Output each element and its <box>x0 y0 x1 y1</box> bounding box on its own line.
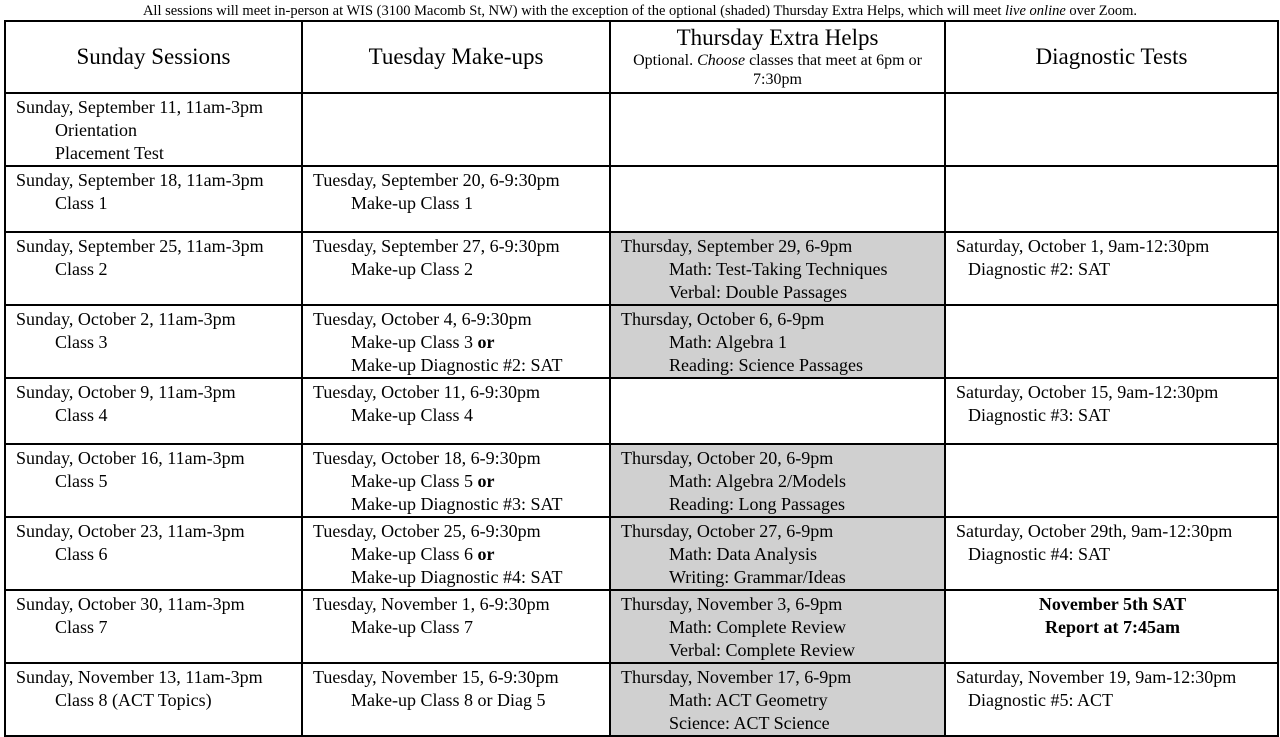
diagnostic-item <box>956 258 1269 281</box>
tuesday-item <box>313 192 601 215</box>
tuesday-date: Tuesday, September 20, 6-9:30pm <box>313 170 560 190</box>
thursday-entry <box>611 445 944 516</box>
tuesday-item <box>313 470 601 493</box>
sunday-item-text: Class 8 (ACT Topics) <box>55 690 212 710</box>
diagnostic-date: Saturday, October 29th, 9am-12:30pm <box>956 521 1233 541</box>
tuesday-item-text: Make-up Class 8 or Diag 5 <box>351 690 546 710</box>
thursday-item <box>621 639 936 662</box>
thursday-item <box>621 712 936 735</box>
sunday-date: Sunday, October 16, 11am-3pm <box>16 448 245 468</box>
thursday-item-text: Math: Data Analysis <box>669 544 817 564</box>
tuesday-item <box>313 493 601 516</box>
header-tuesday: Tuesday Make-ups <box>302 21 610 93</box>
sunday-entry <box>6 518 301 566</box>
diagnostic-item <box>956 689 1269 712</box>
thursday-date: Thursday, October 27, 6-9pm <box>621 521 834 541</box>
sunday-date: Sunday, November 13, 11am-3pm <box>16 667 263 687</box>
thursday-item <box>621 258 936 281</box>
diagnostic-cell <box>945 444 1278 517</box>
sunday-item <box>16 192 293 215</box>
thursday-item-text: Science: ACT Science <box>669 713 830 733</box>
tuesday-cell <box>302 663 610 736</box>
thursday-item-text: Math: Algebra 2/Models <box>669 471 846 491</box>
table-row <box>5 232 1278 305</box>
tuesday-item-text: Make-up Class 6 <box>351 544 473 564</box>
sunday-item <box>16 119 293 142</box>
tuesday-entry <box>303 518 609 589</box>
or-conjunction: or <box>477 332 495 352</box>
diagnostic-cell <box>945 166 1278 232</box>
sunday-date: Sunday, September 11, 11am-3pm <box>16 97 263 117</box>
thursday-entry <box>611 233 944 304</box>
sunday-item <box>16 470 293 493</box>
thursday-date: Thursday, November 3, 6-9pm <box>621 594 843 614</box>
header-row <box>5 21 1278 93</box>
diagnostic-cell <box>945 590 1278 663</box>
thursday-cell <box>610 517 945 590</box>
sunday-date: Sunday, October 30, 11am-3pm <box>16 594 245 614</box>
thursday-date: Thursday, October 6, 6-9pm <box>621 309 825 329</box>
sunday-date: Sunday, September 25, 11am-3pm <box>16 236 264 256</box>
thursday-date: Thursday, November 17, 6-9pm <box>621 667 852 687</box>
diagnostic-item-text: Diagnostic #2: SAT <box>968 259 1110 279</box>
tuesday-cell <box>302 93 610 166</box>
thursday-item <box>621 566 936 589</box>
sunday-date: Sunday, September 18, 11am-3pm <box>16 170 264 190</box>
table-row <box>5 517 1278 590</box>
tuesday-item-text: Make-up Class 3 <box>351 332 473 352</box>
tuesday-item <box>313 689 601 712</box>
thursday-item-text: Reading: Science Passages <box>669 355 863 375</box>
thursday-item-text: Math: Algebra 1 <box>669 332 787 352</box>
sunday-cell <box>5 444 302 517</box>
sunday-cell <box>5 232 302 305</box>
sunday-entry <box>6 591 301 639</box>
sunday-cell <box>5 378 302 444</box>
thursday-date: Thursday, September 29, 6-9pm <box>621 236 853 256</box>
diagnostic-date: Saturday, October 15, 9am-12:30pm <box>956 382 1219 402</box>
diagnostic-entry <box>946 518 1277 566</box>
table-row <box>5 305 1278 378</box>
sunday-cell <box>5 93 302 166</box>
diagnostic-item-text: Diagnostic #3: SAT <box>968 405 1110 425</box>
sunday-item <box>16 689 293 712</box>
sunday-item-text: Class 5 <box>55 471 108 491</box>
note-italic: live online <box>1004 3 1066 19</box>
sunday-entry <box>6 664 301 712</box>
sunday-entry <box>6 445 301 493</box>
thursday-item <box>621 543 936 566</box>
sunday-entry <box>6 94 301 165</box>
table-row <box>5 166 1278 232</box>
thursday-item-text: Verbal: Complete Review <box>669 640 855 660</box>
tuesday-cell <box>302 517 610 590</box>
tuesday-cell <box>302 444 610 517</box>
thursday-item-text: Writing: Grammar/Ideas <box>669 567 846 587</box>
tuesday-item <box>313 566 601 589</box>
sunday-cell <box>5 590 302 663</box>
thursday-item <box>621 470 936 493</box>
tuesday-cell <box>302 590 610 663</box>
tuesday-date: Tuesday, October 18, 6-9:30pm <box>313 448 541 468</box>
header-thursday-sub-italic: Choose <box>697 52 746 69</box>
thursday-item-text: Math: Test-Taking Techniques <box>669 259 888 279</box>
header-thursday-title: Thursday Extra Helps <box>676 25 879 50</box>
diagnostic-item-text: Diagnostic #5: ACT <box>968 690 1113 710</box>
tuesday-item <box>313 404 601 427</box>
sunday-item <box>16 142 293 165</box>
thursday-date: Thursday, October 20, 6-9pm <box>621 448 834 468</box>
tuesday-date: Tuesday, November 15, 6-9:30pm <box>313 667 559 687</box>
schedule-body <box>5 93 1278 736</box>
diagnostic-item <box>956 404 1269 427</box>
note-text-end: over Zoom. <box>1065 3 1138 19</box>
sunday-item-text: Class 6 <box>55 544 108 564</box>
note-text: All sessions will meet in-person at WIS (3100 Macomb St, NW) with the exception of the optional (shaded) Thursday Extra Helps, which will meet <box>142 3 1005 19</box>
tuesday-item-text: Make-up Class 1 <box>351 193 473 213</box>
sunday-item-text: Class 4 <box>55 405 108 425</box>
sunday-date: Sunday, October 2, 11am-3pm <box>16 309 236 329</box>
diagnostic-item-text: Diagnostic #4: SAT <box>968 544 1110 564</box>
table-row <box>5 444 1278 517</box>
thursday-cell <box>610 663 945 736</box>
diagnostic-item <box>956 543 1269 566</box>
sunday-item <box>16 616 293 639</box>
tuesday-item <box>313 258 601 281</box>
thursday-cell <box>610 232 945 305</box>
thursday-item-text: Verbal: Double Passages <box>669 282 847 302</box>
header-diagnostic: Diagnostic Tests <box>945 21 1278 93</box>
tuesday-cell <box>302 166 610 232</box>
thursday-entry <box>611 306 944 377</box>
tuesday-item-text: Make-up Diagnostic #2: SAT <box>351 355 563 375</box>
sunday-entry <box>6 233 301 281</box>
tuesday-date: Tuesday, November 1, 6-9:30pm <box>313 594 550 614</box>
tuesday-date: Tuesday, October 4, 6-9:30pm <box>313 309 532 329</box>
thursday-item <box>621 281 936 304</box>
tuesday-item-text: Make-up Class 2 <box>351 259 473 279</box>
tuesday-item <box>313 616 601 639</box>
sunday-item <box>16 543 293 566</box>
table-row <box>5 378 1278 444</box>
header-thursday-sub-text: Optional. <box>633 52 698 69</box>
tuesday-date: Tuesday, October 25, 6-9:30pm <box>313 521 541 541</box>
tuesday-entry <box>303 167 609 215</box>
diagnostic-cell <box>945 232 1278 305</box>
tuesday-item <box>313 543 601 566</box>
tuesday-item <box>313 354 601 377</box>
diagnostic-cell <box>945 517 1278 590</box>
tuesday-cell <box>302 232 610 305</box>
diagnostic-entry <box>946 233 1277 281</box>
thursday-item <box>621 331 936 354</box>
thursday-entry <box>611 664 944 735</box>
tuesday-item-text: Make-up Class 4 <box>351 405 473 425</box>
sat-test-notice <box>946 591 1277 639</box>
sunday-entry <box>6 167 301 215</box>
thursday-item <box>621 354 936 377</box>
thursday-item <box>621 493 936 516</box>
diagnostic-cell <box>945 93 1278 166</box>
sunday-date: Sunday, October 9, 11am-3pm <box>16 382 236 402</box>
sunday-item <box>16 331 293 354</box>
tuesday-date: Tuesday, October 11, 6-9:30pm <box>313 382 540 402</box>
tuesday-entry <box>303 591 609 639</box>
tuesday-entry <box>303 664 609 712</box>
sunday-entry <box>6 379 301 427</box>
table-row <box>5 93 1278 166</box>
tuesday-item <box>313 331 601 354</box>
sunday-cell <box>5 305 302 378</box>
or-conjunction: or <box>477 544 495 564</box>
thursday-item-text: Math: ACT Geometry <box>669 690 828 710</box>
tuesday-date: Tuesday, September 27, 6-9:30pm <box>313 236 560 256</box>
thursday-cell <box>610 590 945 663</box>
thursday-item <box>621 689 936 712</box>
schedule-note <box>0 2 1280 20</box>
tuesday-entry <box>303 233 609 281</box>
sunday-item-text: Class 3 <box>55 332 108 352</box>
thursday-entry <box>611 591 944 662</box>
sunday-item-text: Class 7 <box>55 617 108 637</box>
tuesday-cell <box>302 305 610 378</box>
tuesday-entry <box>303 445 609 516</box>
sunday-item-text: Placement Test <box>55 143 164 163</box>
thursday-cell <box>610 166 945 232</box>
diagnostic-cell <box>945 305 1278 378</box>
thursday-cell <box>610 378 945 444</box>
diagnostic-date: Saturday, October 1, 9am-12:30pm <box>956 236 1210 256</box>
diagnostic-cell <box>945 663 1278 736</box>
tuesday-item-text: Make-up Class 7 <box>351 617 473 637</box>
diagnostic-date: Saturday, November 19, 9am-12:30pm <box>956 667 1237 687</box>
thursday-entry <box>611 518 944 589</box>
header-thursday-subtitle <box>611 51 944 89</box>
sunday-date: Sunday, October 23, 11am-3pm <box>16 521 245 541</box>
sat-test-line: November 5th SAT <box>1038 594 1187 614</box>
header-thursday <box>610 21 945 93</box>
schedule-table <box>4 20 1279 737</box>
sunday-item-text: Class 1 <box>55 193 108 213</box>
table-row <box>5 663 1278 736</box>
sat-test-line: Report at 7:45am <box>1045 617 1180 637</box>
diagnostic-entry <box>946 379 1277 427</box>
tuesday-item-text: Make-up Diagnostic #4: SAT <box>351 567 563 587</box>
sunday-cell <box>5 166 302 232</box>
thursday-item-text: Reading: Long Passages <box>669 494 845 514</box>
header-thursday-sub-text-end: classes that meet at 6pm or 7:30pm <box>745 52 922 88</box>
sunday-cell <box>5 517 302 590</box>
diagnostic-cell <box>945 378 1278 444</box>
thursday-cell <box>610 305 945 378</box>
tuesday-item-text: Make-up Diagnostic #3: SAT <box>351 494 563 514</box>
table-row <box>5 590 1278 663</box>
tuesday-entry <box>303 306 609 377</box>
sunday-item <box>16 404 293 427</box>
tuesday-item-text: Make-up Class 5 <box>351 471 473 491</box>
thursday-item <box>621 616 936 639</box>
thursday-cell <box>610 444 945 517</box>
tuesday-cell <box>302 378 610 444</box>
tuesday-entry <box>303 379 609 427</box>
sunday-entry <box>6 306 301 354</box>
header-sunday: Sunday Sessions <box>5 21 302 93</box>
sunday-item-text: Class 2 <box>55 259 108 279</box>
diagnostic-entry <box>946 664 1277 712</box>
thursday-cell <box>610 93 945 166</box>
thursday-item-text: Math: Complete Review <box>669 617 846 637</box>
sunday-item-text: Orientation <box>55 120 137 140</box>
sunday-cell <box>5 663 302 736</box>
or-conjunction: or <box>477 471 495 491</box>
sunday-item <box>16 258 293 281</box>
